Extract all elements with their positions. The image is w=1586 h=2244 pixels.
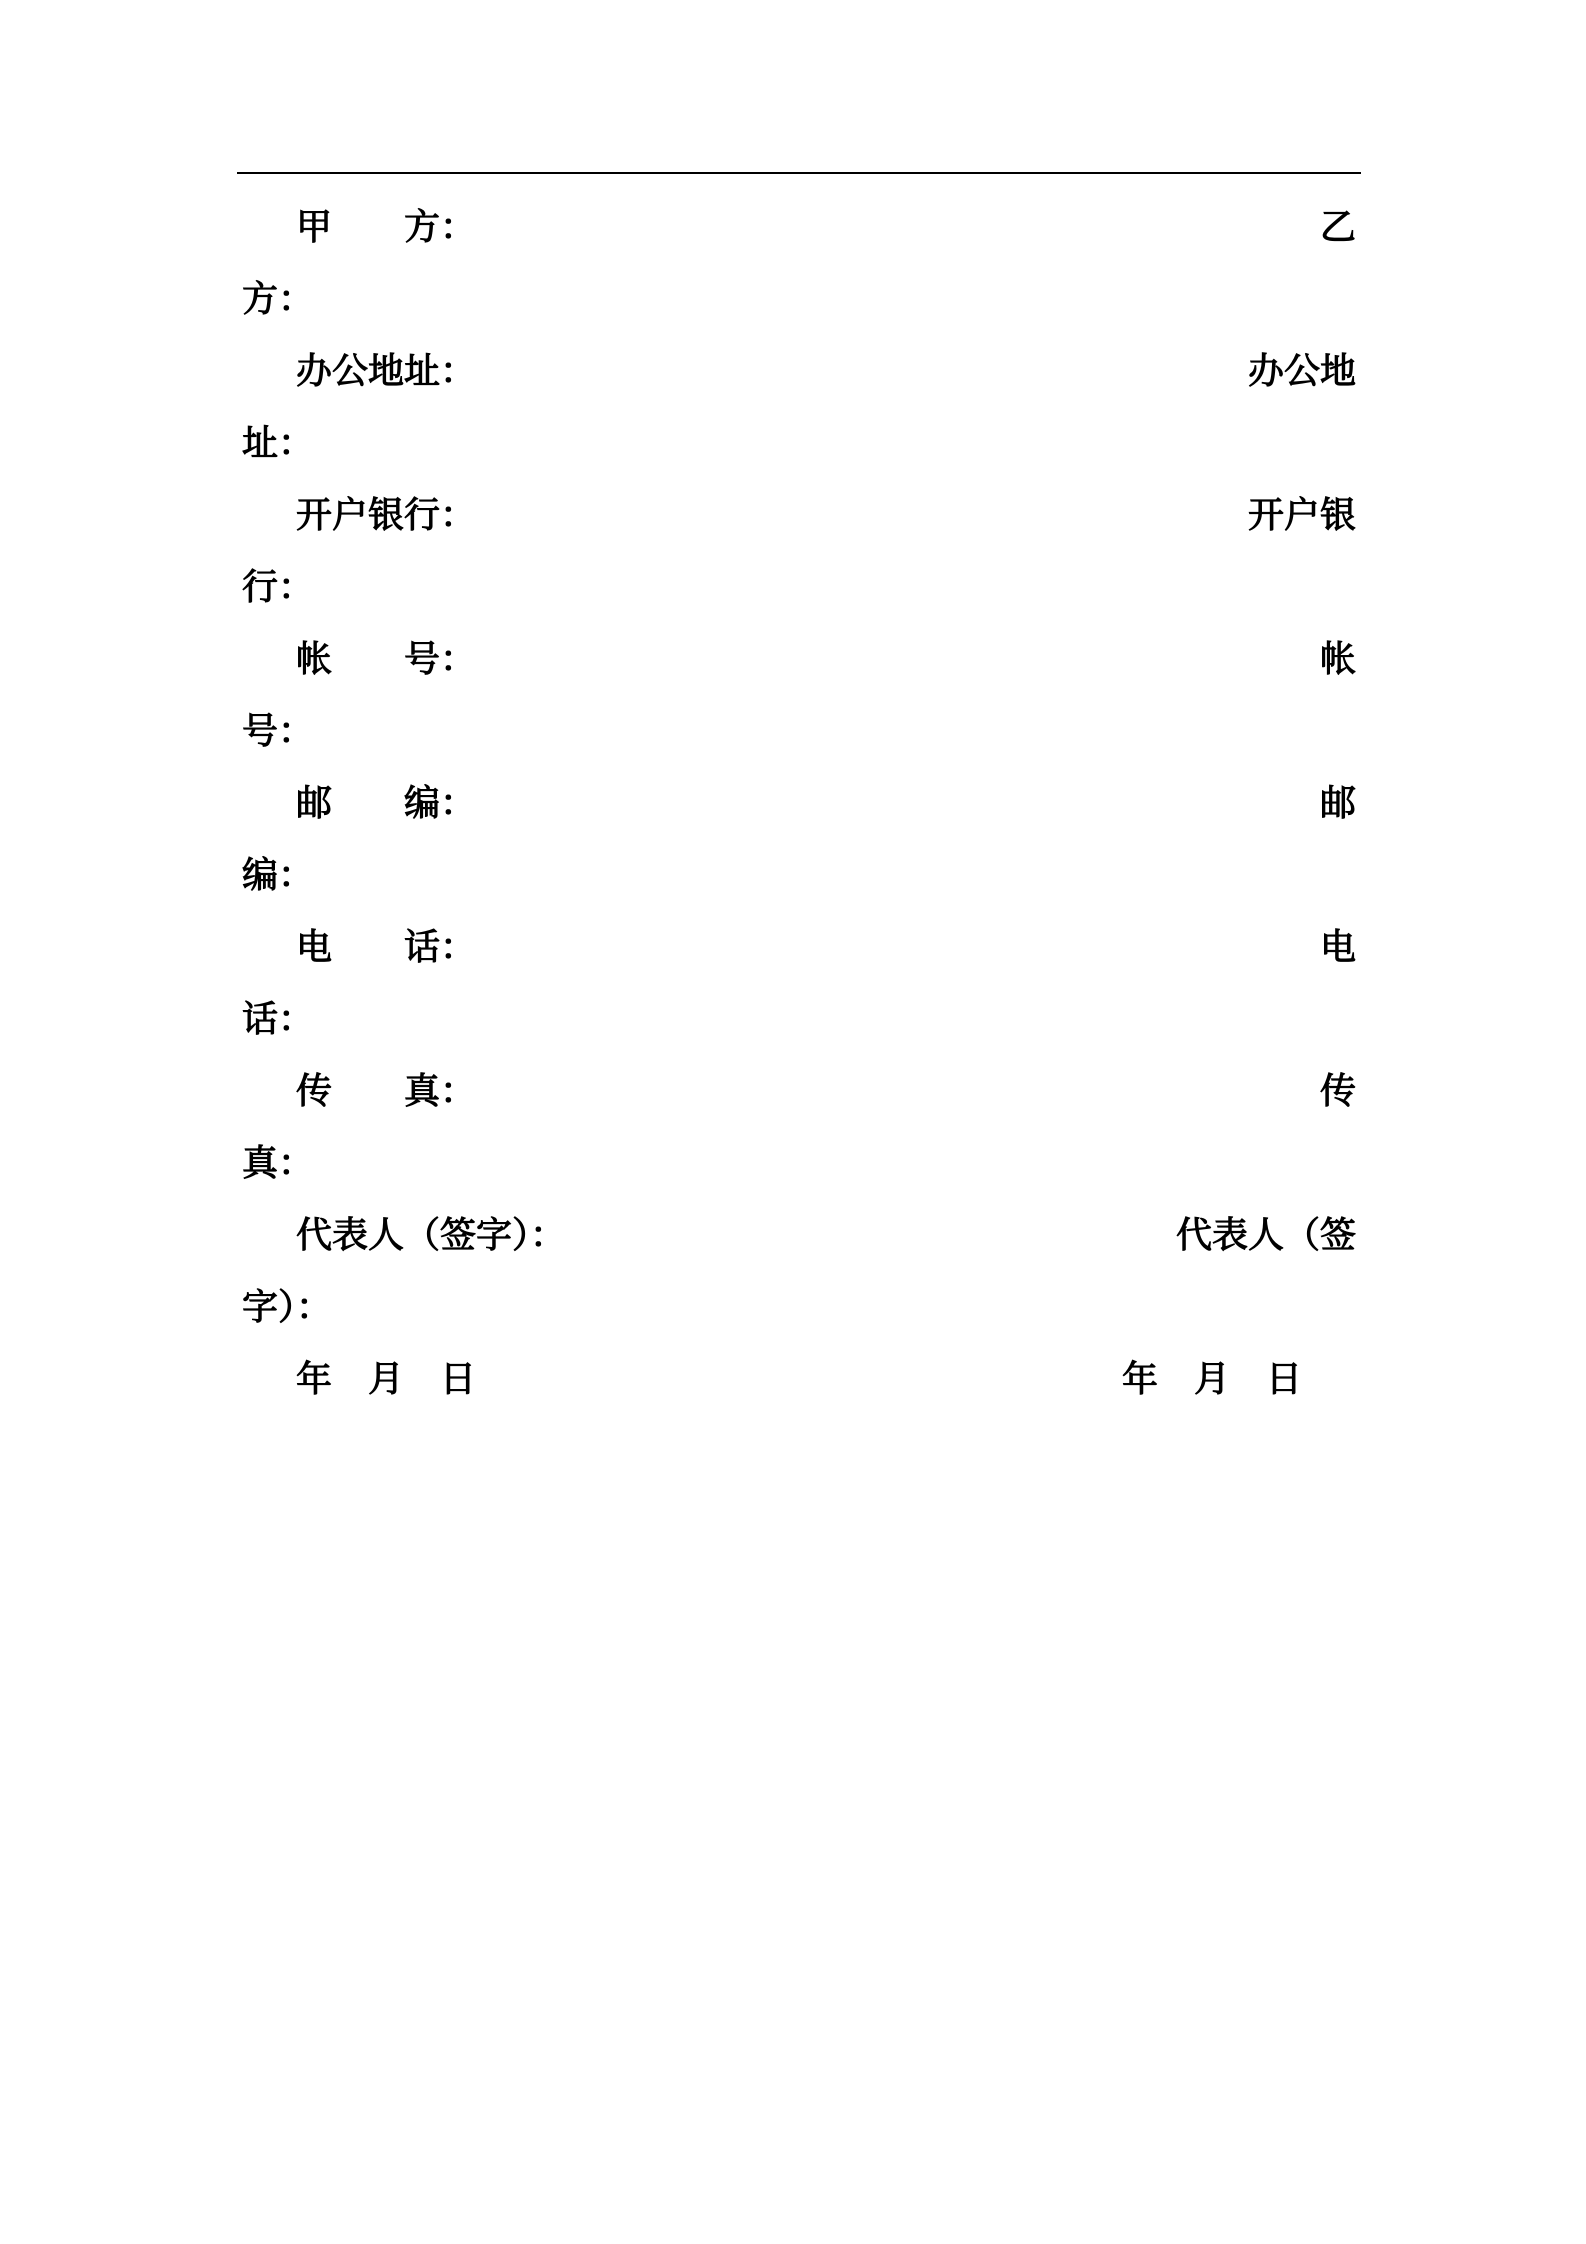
party-a-date: 年 月 日: [296, 1359, 477, 1400]
party-b-representative-label-head: 代表人（签: [1175, 1215, 1356, 1256]
header-rule: [237, 172, 1361, 174]
party-b-phone-label-tail: 话：: [242, 999, 315, 1040]
party-a-label: 甲 方：: [296, 207, 477, 248]
party-b-fax-label-tail: 真：: [242, 1143, 315, 1184]
party-b-date: 年 月 日: [1122, 1359, 1303, 1400]
party-b-representative-label-tail: 字）：: [242, 1287, 333, 1328]
party-b-label-head: 乙: [1319, 207, 1356, 248]
party-a-representative-label: 代表人（签字）：: [296, 1215, 567, 1256]
party-b-phone-label-head: 电: [1319, 927, 1356, 968]
party-b-postcode-label-tail: 编：: [242, 855, 315, 896]
party-b-label-tail: 方：: [242, 279, 315, 320]
party-a-account-label: 帐 号：: [296, 639, 477, 680]
party-a-fax-label: 传 真：: [296, 1071, 477, 1112]
party-b-address-label-tail: 址：: [242, 423, 315, 464]
party-a-postcode-label: 邮 编：: [296, 783, 477, 824]
party-a-phone-label: 电 话：: [296, 927, 477, 968]
party-b-account-label-head: 帐: [1319, 639, 1356, 680]
party-b-bank-label-head: 开户银: [1247, 495, 1356, 536]
party-a-bank-label: 开户银行：: [296, 495, 477, 536]
party-b-account-label-tail: 号：: [242, 711, 315, 752]
party-b-address-label-head: 办公地: [1247, 351, 1356, 392]
party-a-address-label: 办公地址：: [296, 351, 477, 392]
party-b-fax-label-head: 传: [1319, 1071, 1356, 1112]
party-b-postcode-label-head: 邮: [1319, 783, 1356, 824]
party-b-bank-label-tail: 行：: [242, 567, 315, 608]
